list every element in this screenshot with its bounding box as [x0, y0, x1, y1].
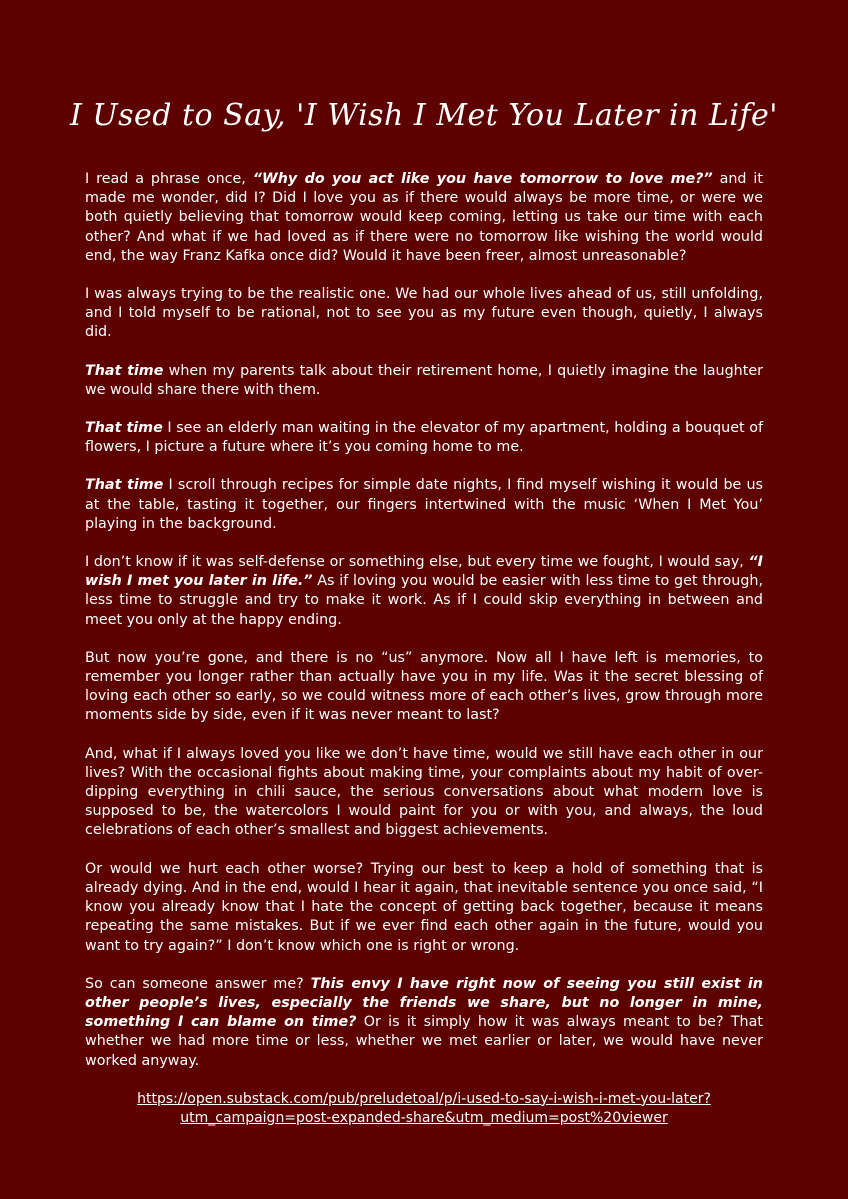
paragraph-1 [85, 170, 763, 266]
paragraph-10-text-a: So can someone answer me? [85, 975, 311, 992]
paragraph-4-emphasis: That time [85, 420, 163, 437]
paragraph-5 [85, 476, 763, 534]
paragraph-6-quote: “I wish I met you later in life.” [85, 554, 763, 590]
paragraph-5-emphasis: That time [85, 477, 164, 494]
paragraph-6-text-c: As if loving you would be easier with less time to get through, less time to struggle and try to make it work. As if I could skip everything in between and meet you only at the happy ending. [85, 573, 763, 628]
source-link[interactable] [137, 1091, 711, 1126]
paragraph-1-quote: “Why do you act like you have tomorrow to love me?” [252, 171, 713, 187]
paragraph-7: But now you’re gone, and there is no “us” anymore. Now all I have left is memories, to remember you longer rather than actually have you in my life. Was it the secret blessing of loving each other so early, so we could witness more of each other’s lives, grow through more moments side by side, even if it was never meant to last? [85, 649, 763, 724]
paragraph-9: Or would we hurt each other worse? Trying our best to keep a hold of something that is already dying. And in the end, would I hear it again, that inevitable sentence you once said, “I know you already know that I hate the concept of getting back together, because it means repeating the same mistakes. But if we ever find each other again in the future, would you want to try again?” I don’t know which one is right or wrong. [85, 860, 763, 954]
paragraph-3-emphasis: That time [85, 362, 164, 379]
paragraph-10-emphasis: This envy I have right now of seeing you still exist in other people’s lives, especially the friends we share, but no longer in mine, something I can blame on time? [85, 975, 763, 1031]
paragraph-1-text-a: I read a phrase once, [85, 171, 253, 187]
article-body [85, 170, 763, 1128]
paragraph-2: I was always trying to be the realistic one. We had our whole lives ahead of us, still unfolding, and I told myself to be rational, not to see you as my future even though, quietly, I always did. [85, 286, 763, 341]
paragraph-4 [85, 419, 763, 457]
paragraph-10-text-c: Or is it simply how it was always meant to be? That whether we had more time or less, whether we met earlier or later, we would have never worked anyway. [85, 1014, 763, 1069]
paragraph-8: And, what if I always loved you like we don’t have time, would we still have each other in our lives? With the occasional fights about making time, your complaints about my habit of over-dipping everything in chili sauce, the serious conversations about what modern love is supposed to be, the watercolors I would paint for you or with you, and always, the loud celebrations of each other’s smallest and biggest achievements. [85, 745, 763, 839]
page-title: I Used to Say, 'I Wish I Met You Later in Life' [69, 98, 779, 133]
paragraph-1-text-c: and it made me wonder, did I? Did I love you as if there would always be more time, or were we both quietly believing that tomorrow would keep coming, letting us take our time with each other? And what if we had loved as if there were no tomorrow like wishing the world would end, the way Franz Kafka once did? Would it have been freer, almost unreasonable? [85, 171, 763, 264]
source-link-block [85, 1090, 763, 1128]
source-link-line-2: utm_campaign=post-expanded-share&utm_medium=post%20viewer [180, 1109, 668, 1126]
paragraph-5-text: I scroll through recipes for simple date nights, I find myself wishing it would be us at the table, tasting it together, our fingers intertwined with the music ‘When I Met You’ playing in the background. [85, 477, 764, 532]
paragraph-6-text-a: I don’t know if it was self-defense or something else, but every time we fought, I would say, [85, 554, 749, 571]
paragraph-3 [85, 362, 763, 400]
paragraph-6 [85, 553, 763, 630]
source-link-line-1: https://open.substack.com/pub/preludetoal/p/i-used-to-say-i-wish-i-met-you-later? [137, 1090, 711, 1107]
paragraph-4-text: I see an elderly man waiting in the elevator of my apartment, holding a bouquet of flowers, I picture a future where it’s you coming home to me. [85, 420, 763, 456]
paragraph-3-text: when my parents talk about their retirement home, I quietly imagine the laughter we would share there with them. [85, 362, 764, 398]
paragraph-10 [85, 975, 763, 1071]
